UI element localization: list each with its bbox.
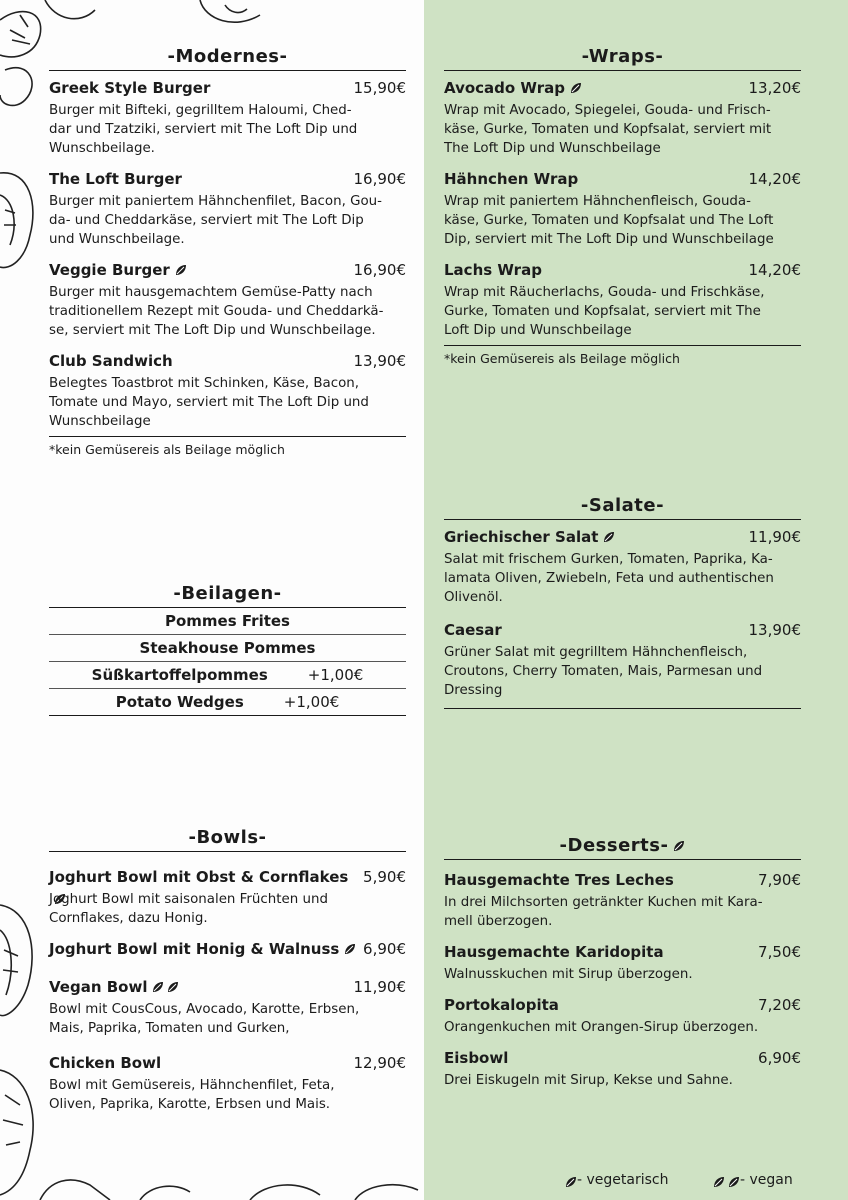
menu-item	[444, 77, 801, 158]
description-line: The Loft Dip und Wunschbeilage	[444, 141, 661, 156]
menu-item-price: 14,20€	[748, 261, 801, 279]
side-dish-name: Süßkartoffelpommes	[91, 666, 268, 684]
menu-item	[444, 168, 801, 249]
description-line: Mais, Paprika, Tomaten und Gurken,	[49, 1021, 290, 1036]
menu-item-description	[49, 101, 406, 158]
side-dish-row	[49, 608, 406, 634]
leaf-icon	[570, 78, 582, 90]
menu-item-description	[49, 1000, 406, 1038]
menu-item-price: 6,90€	[363, 940, 406, 958]
description-line: Bowl mit CousCous, Avocado, Karotte, Erbsen,	[49, 1002, 360, 1017]
menu-item-price: 11,90€	[353, 978, 406, 996]
menu-item-name: Vegan Bowl	[49, 978, 148, 996]
menu-item-name: Griechischer Salat	[444, 528, 599, 546]
desserts-section	[444, 834, 801, 1090]
menu-item-name: Hausgemachte Tres Leches	[444, 871, 674, 889]
description-line: käse, Gurke, Tomaten und Kopfsalat und The Loft	[444, 213, 774, 228]
menu-item-header	[49, 77, 406, 99]
menu-item-header	[49, 259, 406, 281]
menu-item-price: 16,90€	[353, 170, 406, 188]
menu-item-price: 13,20€	[748, 79, 801, 97]
menu-item-price: 6,90€	[758, 1049, 801, 1067]
menu-item-header	[444, 869, 801, 891]
menu-item-name: Veggie Burger	[49, 261, 170, 279]
beilagen-section	[49, 582, 406, 716]
menu-item-price: 15,90€	[353, 79, 406, 97]
modernes-note: *kein Gemüsereis als Beilage möglich	[49, 442, 285, 457]
menu-item-description	[444, 1018, 801, 1037]
menu-item-price: 7,20€	[758, 996, 801, 1014]
leaf-icon	[167, 977, 179, 989]
menu-item-name: Chicken Bowl	[49, 1054, 162, 1072]
section-title-desserts: -Desserts-	[444, 834, 801, 858]
menu-item-description	[444, 643, 801, 700]
menu-item-name: Lachs Wrap	[444, 261, 542, 279]
legend-vegetarian: - vegetarisch	[565, 1170, 668, 1190]
menu-item-header	[444, 619, 801, 641]
menu-item-price: 7,90€	[758, 871, 801, 889]
menu-item-price: 5,90€	[363, 868, 406, 886]
menu-item-name: Portokalopita	[444, 996, 559, 1014]
description-line: Salat mit frischem Gurken, Tomaten, Paprika, Ka-	[444, 552, 773, 567]
menu-item-header	[49, 350, 406, 372]
cabbage-sketch	[0, 900, 40, 1020]
description-line: Olivenöl.	[444, 590, 503, 605]
side-dish-name: Pommes Frites	[165, 612, 290, 630]
menu-item-header	[444, 77, 801, 99]
description-line: Drei Eiskugeln mit Sirup, Kekse und Sahne.	[444, 1073, 733, 1088]
menu-item-name: Eisbowl	[444, 1049, 509, 1067]
description-line: dar und Tzatziki, serviert mit The Loft Dip und	[49, 122, 358, 137]
description-line: Dressing	[444, 683, 503, 698]
menu-item-header	[49, 1052, 406, 1074]
menu-item-name: Caesar	[444, 621, 502, 639]
menu-item-description	[444, 283, 801, 340]
menu-item-description	[49, 283, 406, 340]
bowls-section	[49, 826, 406, 1114]
menu-item-description	[49, 1076, 406, 1114]
side-dish-surcharge: +1,00€	[307, 666, 364, 684]
section-title-wraps: -Wraps-	[581, 46, 664, 67]
side-dish-row	[49, 662, 406, 688]
menu-item-name: Avocado Wrap	[444, 79, 565, 97]
menu-item	[49, 1052, 406, 1114]
description-line: Burger mit hausgemachtem Gemüse-Patty nach	[49, 285, 373, 300]
menu-item-name: Hausgemachte Karidopita	[444, 943, 664, 961]
menu-item-name: The Loft Burger	[49, 170, 182, 188]
menu-item-header	[444, 941, 801, 963]
description-line: Wunschbeilage	[49, 414, 151, 429]
menu-item	[49, 976, 406, 1038]
menu-item	[444, 619, 801, 700]
side-dish-row	[49, 689, 406, 715]
leaf-icon	[713, 1174, 725, 1186]
menu-item	[49, 866, 406, 928]
menu-item-name: Joghurt Bowl mit Honig & Walnuss	[49, 940, 340, 958]
menu-item-name: Club Sandwich	[49, 352, 173, 370]
menu-item-description	[444, 192, 801, 249]
menu-item	[444, 259, 801, 340]
menu-item-price: 13,90€	[748, 621, 801, 639]
description-line: Grüner Salat mit gegrilltem Hähnchenfleisch,	[444, 645, 748, 660]
menu-item	[444, 994, 801, 1037]
menu-item	[49, 77, 406, 158]
description-line: Wrap mit Räucherlachs, Gouda- und Frischkäse,	[444, 285, 765, 300]
menu-item-description	[49, 192, 406, 249]
menu-item-description	[444, 965, 801, 984]
menu-item	[444, 869, 801, 931]
description-line: Burger mit paniertem Hähnchenfilet, Bacon, Gou-	[49, 194, 382, 209]
menu-item-header	[444, 259, 801, 281]
description-line: da- und Cheddarkäse, serviert mit The Loft Dip	[49, 213, 364, 228]
menu-item-description	[444, 1071, 801, 1090]
menu-item-header	[49, 168, 406, 190]
leaf-icon	[673, 835, 685, 847]
menu-item-header	[444, 168, 801, 190]
menu-item-price: 13,90€	[353, 352, 406, 370]
description-line: traditionellem Rezept mit Gouda- und Cheddarkä-	[49, 304, 384, 319]
leaf-icon	[603, 527, 615, 539]
menu-item-header	[49, 938, 406, 960]
side-dish-row	[49, 635, 406, 661]
menu-item-price: 7,50€	[758, 943, 801, 961]
description-line: Gurke, Tomaten und Kopfsalat, serviert mit The	[444, 304, 761, 319]
menu-item-name: Joghurt Bowl mit Obst & Cornflakes	[49, 868, 349, 886]
wraps-note: *kein Gemüsereis als Beilage möglich	[444, 351, 680, 366]
description-line: Tomate und Mayo, serviert mit The Loft Dip und	[49, 395, 369, 410]
side-dish-surcharge: +1,00€	[283, 693, 340, 711]
menu-item-header	[444, 994, 801, 1016]
section-title-modernes: -Modernes-	[167, 46, 288, 67]
menu-item-description	[444, 550, 801, 607]
menu-item-description	[49, 374, 406, 431]
leaf-icon	[152, 977, 164, 989]
leaf-icon	[728, 1174, 740, 1186]
description-line: Wrap mit paniertem Hähnchenfleisch, Gouda-	[444, 194, 751, 209]
salate-section	[444, 494, 801, 709]
menu-item-description	[444, 893, 801, 931]
description-line: Orangenkuchen mit Orangen-Sirup überzogen.	[444, 1020, 759, 1035]
menu-item-name: Greek Style Burger	[49, 79, 211, 97]
legend-vegan: - vegan	[713, 1170, 793, 1190]
menu-item	[49, 259, 406, 340]
menu-item	[444, 1047, 801, 1090]
description-line: Bowl mit Gemüsereis, Hähnchenfilet, Feta,	[49, 1078, 335, 1093]
menu-item	[444, 526, 801, 607]
menu-item	[49, 938, 406, 960]
description-line: lamata Oliven, Zwiebeln, Feta und authentischen	[444, 571, 774, 586]
leaf-icon	[344, 939, 356, 951]
description-line: In drei Milchsorten getränkter Kuchen mit Kara-	[444, 895, 763, 910]
menu-item	[49, 168, 406, 249]
modernes-section	[49, 45, 406, 459]
tomato-sketch	[0, 165, 40, 275]
menu-item-description	[444, 101, 801, 158]
menu-item-name: Hähnchen Wrap	[444, 170, 579, 188]
description-line: und Wunschbeilage.	[49, 232, 185, 247]
menu-item-price: 12,90€	[353, 1054, 406, 1072]
leaf-icon	[565, 1174, 577, 1186]
description-line: Wrap mit Avocado, Spiegelei, Gouda- und Frisch-	[444, 103, 771, 118]
section-title-salate: -Salate-	[580, 495, 665, 516]
menu-item	[49, 350, 406, 431]
menu-item-header	[444, 1047, 801, 1069]
section-title-beilagen: -Beilagen-	[173, 583, 282, 604]
description-line: Joghurt Bowl mit saisonalen Früchten und	[49, 892, 328, 907]
description-line: Walnusskuchen mit Sirup überzogen.	[444, 967, 693, 982]
description-line: Dip, serviert mit The Loft Dip und Wunschbeilage	[444, 232, 774, 247]
menu-item-header	[49, 866, 406, 888]
description-line: Oliven, Paprika, Karotte, Erbsen und Mais.	[49, 1097, 331, 1112]
menu-item-header	[444, 526, 801, 548]
side-dish-name: Steakhouse Pommes	[139, 639, 316, 657]
side-dish-name: Potato Wedges	[115, 693, 244, 711]
description-line: Belegtes Toastbrot mit Schinken, Käse, Bacon,	[49, 376, 360, 391]
description-line: Cornflakes, dazu Honig.	[49, 911, 208, 926]
description-line: Croutons, Cherry Tomaten, Mais, Parmesan und	[444, 664, 763, 679]
menu-item	[444, 941, 801, 984]
leaf-icon	[175, 260, 187, 272]
wraps-section	[444, 45, 801, 368]
description-line: käse, Gurke, Tomaten und Kopfsalat, serviert mit	[444, 122, 772, 137]
description-line: Burger mit Bifteki, gegrilltem Haloumi, Ched-	[49, 103, 352, 118]
description-line: mell überzogen.	[444, 914, 553, 929]
menu-item-header	[49, 976, 406, 998]
menu-item-price: 16,90€	[353, 261, 406, 279]
description-line: Wunschbeilage.	[49, 141, 155, 156]
description-line: se, serviert mit The Loft Dip und Wunschbeilage.	[49, 323, 376, 338]
section-title-bowls: -Bowls-	[188, 827, 267, 848]
description-line: Loft Dip und Wunschbeilage	[444, 323, 632, 338]
menu-item-price: 11,90€	[748, 528, 801, 546]
menu-item-price: 14,20€	[748, 170, 801, 188]
